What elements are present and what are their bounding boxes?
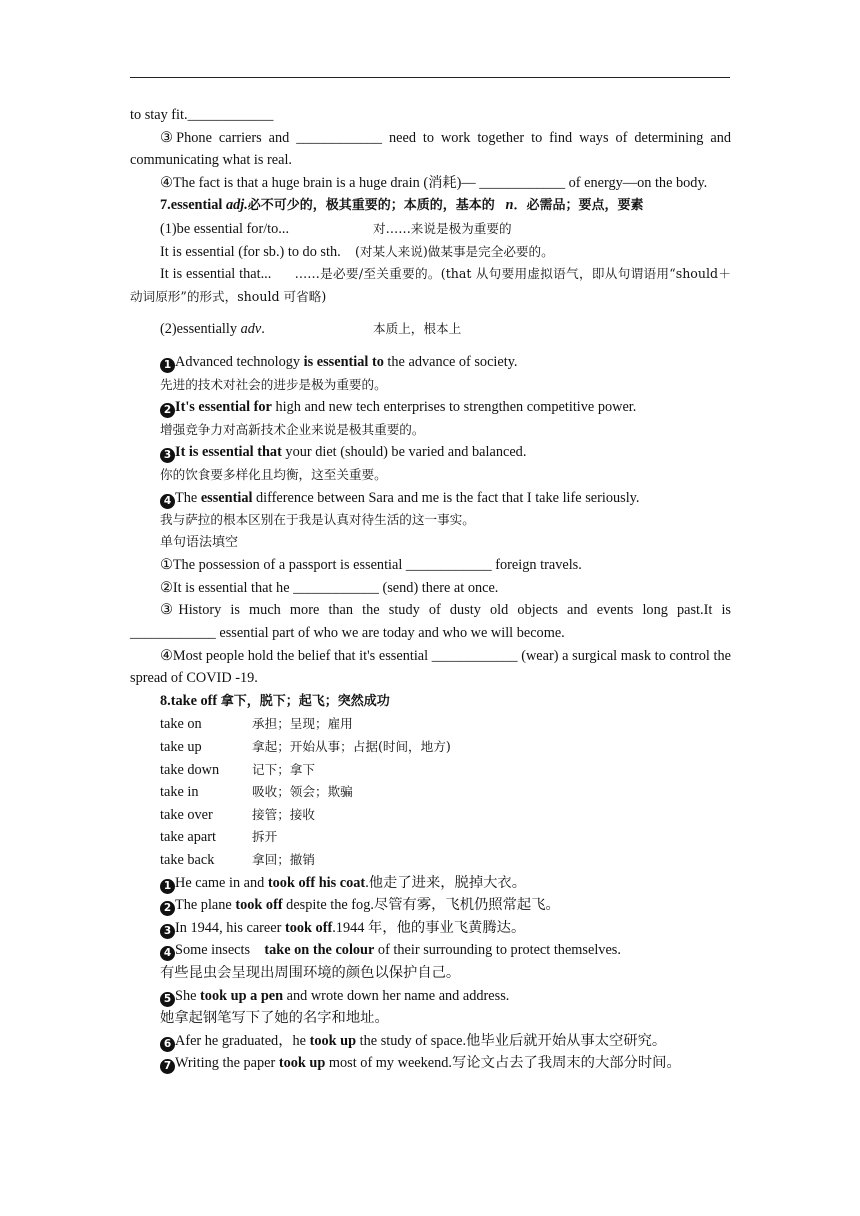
example-translation: 有些昆虫会呈现出周围环境的颜色以保护自己。 — [160, 964, 461, 981]
exercise-item: ①The possession of a passport is essential ____________ foreign travels. — [160, 557, 582, 574]
example-sentence: 3 It is essential that your diet (should) be varied and balanced. — [130, 441, 731, 464]
example-sentence: 4 Some insects take on the colour of their surrounding to protect themselves. — [130, 939, 731, 962]
exercise-item: ②It is essential that he ____________ (send) there at once. — [160, 579, 499, 596]
example-translation: 增强竞争力对高新技术企业来说是极其重要的。 — [160, 421, 425, 437]
example-sentence: 2 It's essential for high and new tech enterprises to strengthen competitive power. — [130, 396, 731, 419]
section-8-heading: 8.take off 拿下，脱下；起飞；突然成功 — [160, 692, 390, 709]
section-7-meaning-adj: 必不可少的，极其重要的；本质的，基本的 — [247, 198, 495, 214]
example-sentence: 3 In 1944, his career took off.1944 年，他的事业飞黄腾达。 — [130, 917, 731, 940]
continued-item-3: ③Phone carriers and ____________ need to work together to find ways of determining and communicating what is real. — [130, 129, 731, 169]
phrase-row: take down 记下；拿下 — [160, 761, 315, 778]
phrase-row: take in 吸收；领会；欺骗 — [160, 784, 353, 801]
example-sentence: 4 The essential difference between Sara and me is the fact that I take life seriously. — [130, 487, 731, 510]
section-8-phrases — [130, 713, 731, 871]
section-7-pos-n: n — [505, 197, 514, 214]
phrase-row-adv: (2)essentially adv. 本质上，根本上 — [160, 321, 462, 338]
phrase-row: (1)be essential for/to... 对……来说是极为重要的 — [160, 220, 512, 237]
example-sentence: 6 Afer he graduated，he took up the study of space.他毕业后就开始从事太空研究。 — [130, 1030, 731, 1053]
header-rule — [130, 77, 730, 78]
phrase-row: take over 接管；接收 — [160, 806, 315, 823]
exercise-item: ④Most people hold the belief that it's essential ____________ (wear) a surgical mask to control the spread of COVID -19. — [130, 647, 731, 687]
example-translation: 她拿起钢笔写下了她的名字和地址。 — [160, 1010, 389, 1027]
continued-line: to stay fit.____________ — [130, 107, 274, 123]
section-8-examples — [130, 872, 731, 1075]
section-7-meaning-n: ．必需品；要点，要素 — [513, 198, 644, 214]
phrase-row-that: It is essential that... ……是必要/至关重要的。(that 从句要用虚拟语气，即从句谓语用“should＋动词原形”的形式，should 可省略) — [130, 266, 731, 304]
exercise-title: 单句语法填空 — [160, 534, 239, 550]
example-sentence: 1 Advanced technology is essential to the advance of society. — [130, 351, 731, 374]
document-body — [130, 104, 731, 1075]
example-sentence: 2 The plane took off despite the fog.尽管有雾，飞机仍照常起飞。 — [130, 894, 731, 917]
section-7-heading — [130, 194, 731, 218]
phrase-row: take apart 拆开 — [160, 829, 278, 846]
phrase-row: It is essential (for sb.) to do sth. (对某人来说)做某事是完全必要的。 — [160, 243, 554, 260]
phrase-row: take on 承担；呈现；雇用 — [160, 716, 353, 733]
section-7-examples — [130, 351, 731, 532]
continued-item-4: ④The fact is that a huge brain is a huge drain (消耗)— ____________ of energy—on the body. — [160, 174, 708, 191]
example-sentence: 7 Writing the paper took up most of my weekend.写论文占去了我周末的大部分时间。 — [130, 1052, 731, 1075]
example-translation: 我与萨拉的根本区别在于我是认真对待生活的这一事实。 — [160, 512, 475, 528]
example-sentence: 1 He came in and took off his coat.他走了进来，脱掉大衣。 — [130, 872, 731, 895]
phrase-row: take up 拿起；开始从事；占据(时间，地方) — [160, 739, 451, 756]
phrase-row: take back 拿回；撤销 — [160, 852, 315, 868]
section-7-pos-adj: adj. — [225, 197, 248, 214]
exercise-item: ③History is much more than the study of dusty old objects and events long past.It is ____________ essential part of who we are today and who we will become. — [130, 602, 731, 642]
section-7-number: 7. — [160, 197, 171, 214]
example-translation: 你的饮食要多样化且均衡，这至关重要。 — [160, 466, 387, 482]
example-translation: 先进的技术对社会的进步是极为重要的。 — [160, 376, 387, 392]
section-7-word: essential — [170, 197, 223, 214]
example-sentence: 5 She took up a pen and wrote down her name and address. — [130, 985, 731, 1008]
